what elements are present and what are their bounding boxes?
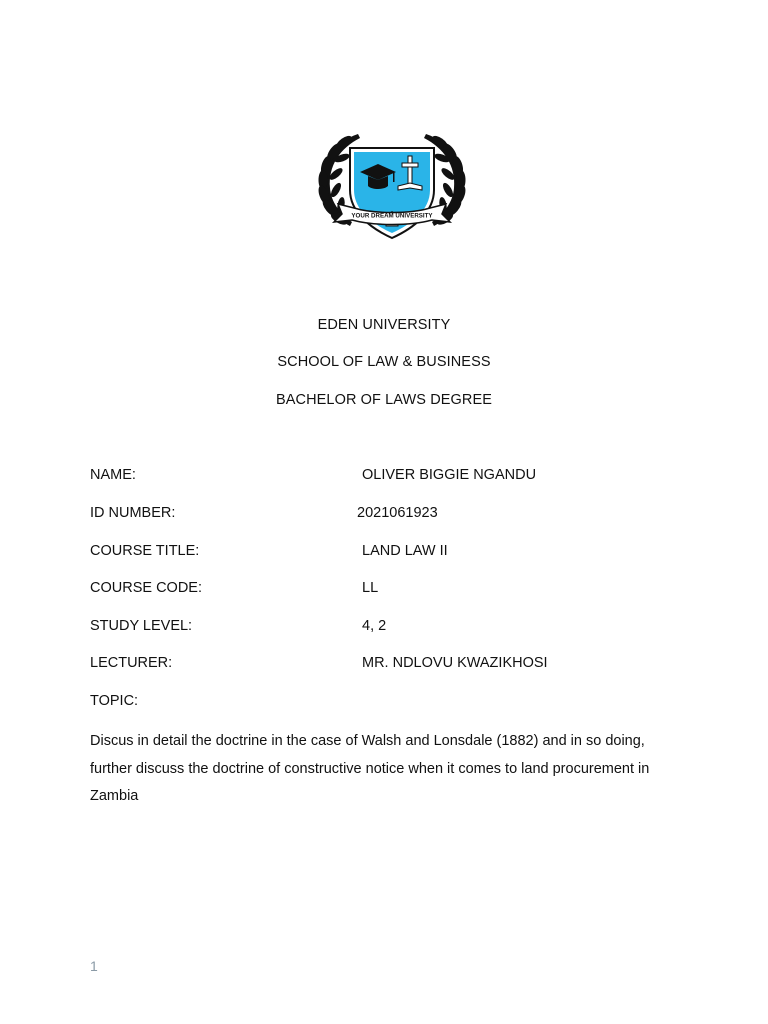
ribbon-banner-text: YOUR DREAM UNIVERSITY	[351, 212, 433, 220]
university-crest-logo	[314, 128, 470, 244]
page-number: 1	[90, 958, 98, 974]
name-value: OLIVER BIGGIE NGANDU	[362, 467, 537, 483]
course-title-label: COURSE TITLE:	[90, 543, 200, 559]
course-code-label: COURSE CODE:	[90, 580, 202, 596]
id-number-value: 2021061923	[357, 505, 438, 521]
study-level-label: STUDY LEVEL:	[90, 618, 193, 634]
id-number-label: ID NUMBER:	[90, 505, 176, 521]
school-name: SCHOOL OF LAW & BUSINESS	[277, 354, 491, 370]
degree-name: BACHELOR OF LAWS DEGREE	[275, 392, 493, 408]
topic-label: TOPIC:	[90, 693, 139, 709]
study-level-value: 4, 2	[362, 618, 387, 634]
lecturer-label: LECTURER:	[90, 655, 173, 671]
topic-text: Discus in detail the doctrine in the case of Walsh and Lonsdale (1882) and in so doing, further discuss the doctrine of constructive notice when it comes to land procurement in Zambia	[90, 733, 650, 804]
lecturer-value: MR. NDLOVU KWAZIKHOSI	[362, 655, 548, 671]
name-label: NAME:	[90, 467, 136, 483]
university-name: EDEN UNIVERSITY	[317, 317, 451, 333]
course-title-value: LAND LAW II	[362, 543, 448, 559]
course-code-value: LL	[362, 580, 379, 596]
